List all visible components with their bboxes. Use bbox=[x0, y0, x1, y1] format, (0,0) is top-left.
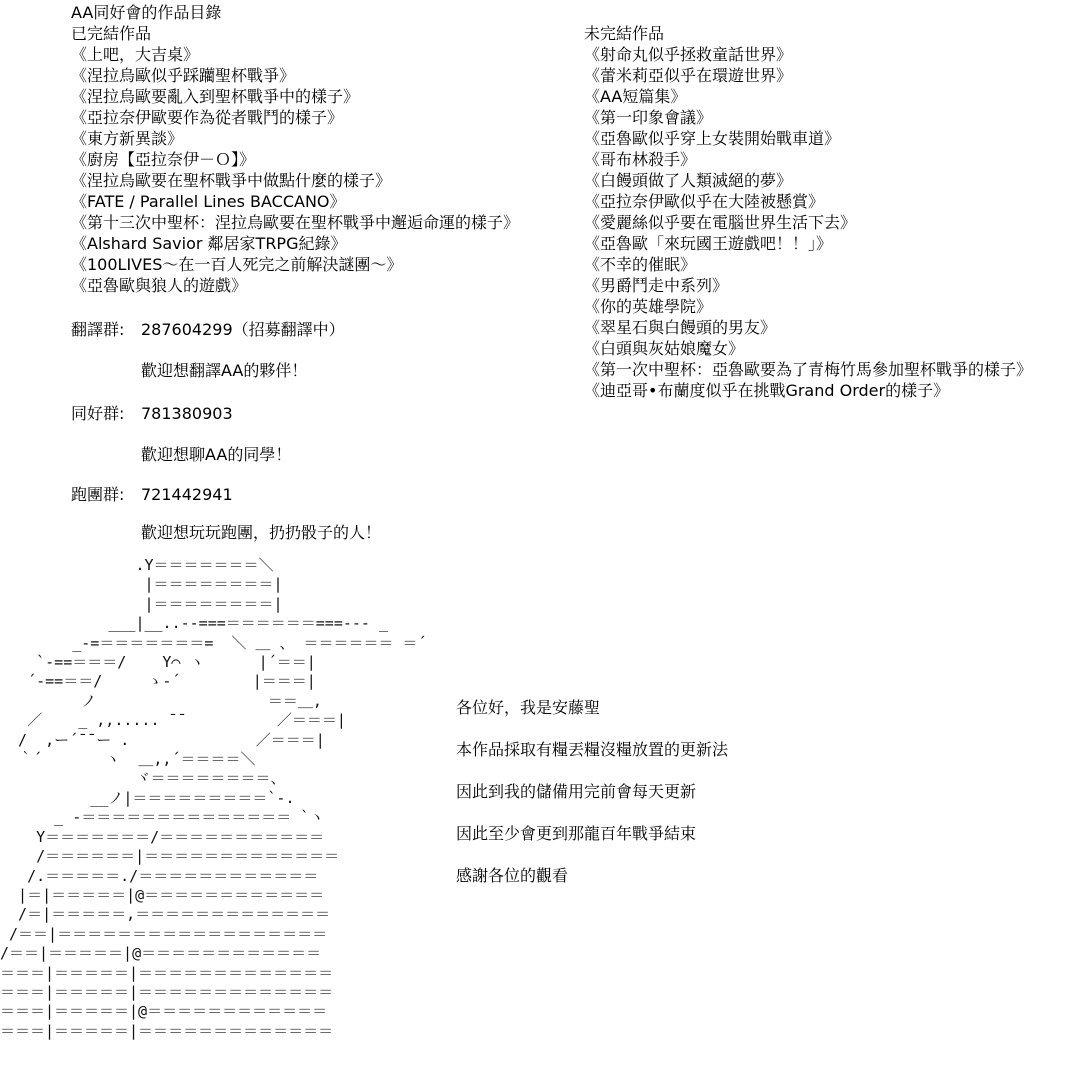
completed-work-item: 《涅拉烏歐似乎踩躪聖杯戰爭》 bbox=[71, 66, 296, 85]
translate-group-invite: 歡迎想翻譯AA的夥伴！ bbox=[141, 361, 308, 380]
trpg-group-label: 跑團群: bbox=[71, 485, 125, 504]
author-message bbox=[456, 687, 728, 897]
ongoing-work-item: 《第一印象會議》 bbox=[584, 108, 713, 127]
ascii-art-figure: .Y＝＝＝＝＝＝＝＼ |＝＝＝＝＝＝＝＝| |＝＝＝＝＝＝＝＝| ___|__..--===＝＝＝＝＝＝===--- _ _-=＝＝＝＝＝＝＝= ＼ ＿ 、 ＝＝＝＝＝＝ ＝´ `-==＝＝＝/ Y⌒ ヽ |´＝＝| ´-==＝＝/ ゝ-´ |＝＝＝| ノ ＝＝＿, ／ _ ,,..... ¯¯ ／＝＝＝| / ,ー´¯¯ー . ／＝＝＝| ｀´ ヽ ＿,,´＝＝＝＝＼ ヾ＝＝＝＝＝＝＝＝、 __ノ|＝＝＝＝＝＝＝＝＝`-. _ -＝＝＝＝＝＝＝＝＝＝＝＝＝＝ `ヽ Y＝＝＝＝＝＝＝/＝＝＝＝＝＝＝＝＝＝＝ /＝＝＝＝＝＝|＝＝＝＝＝＝＝＝＝＝＝＝＝ /.＝＝＝＝＝./＝＝＝＝＝＝＝＝＝＝＝＝ |＝|＝＝＝＝＝|@＝＝＝＝＝＝＝＝＝＝＝＝ /＝|＝＝＝＝＝,＝＝＝＝＝＝＝＝＝＝＝＝＝ /＝＝|＝＝＝＝＝＝＝＝＝＝＝＝＝＝＝＝＝＝ /＝＝|＝＝＝＝＝|@＝＝＝＝＝＝＝＝＝＝＝＝ ＝＝＝|＝＝＝＝＝|＝＝＝＝＝＝＝＝＝＝＝＝＝ ＝＝＝|＝＝＝＝＝|＝＝＝＝＝＝＝＝＝＝＝＝＝ ＝＝＝|＝＝＝＝＝|@＝＝＝＝＝＝＝＝＝＝＝＝ ＝＝＝|＝＝＝＝＝|＝＝＝＝＝＝＝＝＝＝＝＝＝ bbox=[0, 556, 427, 1040]
completed-work-item: 《100LIVES～在一百人死完之前解決謎團～》 bbox=[71, 255, 403, 274]
ongoing-work-item: 《翠星石與白饅頭的男友》 bbox=[584, 318, 777, 337]
ongoing-work-item: 《不幸的催眠》 bbox=[584, 255, 697, 274]
trpg-group-number: 721442941 bbox=[141, 485, 233, 504]
message-line: 各位好，我是安藤聖 bbox=[456, 698, 601, 717]
message-line: 因此到我的儲備用完前會每天更新 bbox=[456, 782, 697, 801]
ongoing-work-item: 《白頭與灰姑娘魔女》 bbox=[584, 339, 745, 358]
message-line: 本作品採取有糧丟糧沒糧放置的更新法 bbox=[456, 740, 729, 759]
completed-work-item: 《亞魯歐與狼人的遊戲》 bbox=[71, 276, 248, 295]
ongoing-work-item: 《男爵鬥走中系列》 bbox=[584, 276, 729, 295]
ongoing-work-item: 《亞拉奈伊歐似乎在大陸被懸賞》 bbox=[584, 192, 825, 211]
message-line: 因此至少會更到那龍百年戰爭結束 bbox=[456, 824, 697, 843]
completed-work-item: 《FATE / Parallel Lines BACCANO》 bbox=[71, 192, 346, 211]
completed-work-item: 《涅拉烏歐要亂入到聖杯戰爭中的樣子》 bbox=[71, 87, 360, 106]
ongoing-work-item: 《亞魯歐似乎穿上女裝開始戰車道》 bbox=[584, 129, 841, 148]
trpg-group-invite: 歡迎想玩玩跑團，扔扔骰子的人！ bbox=[141, 523, 382, 542]
ongoing-work-item: 《射命丸似乎拯救童話世界》 bbox=[584, 45, 793, 64]
translate-group bbox=[71, 317, 345, 380]
trpg-group bbox=[71, 482, 382, 542]
completed-work-item: 《東方新異談》 bbox=[71, 129, 184, 148]
completed-work-item: 《第十三次中聖杯：涅拉烏歐要在聖杯戰爭中邂逅命運的樣子》 bbox=[71, 213, 520, 232]
ongoing-work-item: 《第一次中聖杯：亞魯歐要為了青梅竹馬參加聖杯戰爭的樣子》 bbox=[584, 360, 1033, 379]
fan-group bbox=[71, 401, 292, 464]
fan-group-label: 同好群: bbox=[71, 404, 125, 423]
completed-work-item: 《Alshard Savior 鄰居家TRPG紀錄》 bbox=[71, 234, 347, 253]
ongoing-work-item: 《愛麗絲似乎要在電腦世界生活下去》 bbox=[584, 213, 857, 232]
ongoing-work-item: 《你的英雄學院》 bbox=[584, 297, 713, 316]
ongoing-work-item: 《蕾米莉亞似乎在環遊世界》 bbox=[584, 66, 793, 85]
translate-group-number: 287604299（招募翻譯中） bbox=[141, 320, 345, 339]
fan-group-number: 781380903 bbox=[141, 404, 233, 423]
translate-group-label: 翻譯群: bbox=[71, 320, 125, 339]
fan-group-invite: 歡迎想聊AA的同學！ bbox=[141, 445, 292, 464]
ongoing-work-item: 《AA短篇集》 bbox=[584, 87, 687, 106]
ongoing-work-item: 《白饅頭做了人類滅絕的夢》 bbox=[584, 171, 793, 190]
message-line: 感謝各位的觀看 bbox=[456, 866, 569, 885]
completed-heading: 已完結作品 bbox=[71, 24, 152, 43]
completed-work-item: 《上吧，大吉桌》 bbox=[71, 45, 200, 64]
completed-work-item: 《廚房【亞拉奈伊－Ｏ】》 bbox=[71, 150, 256, 169]
ongoing-heading: 未完結作品 bbox=[584, 24, 665, 43]
ongoing-work-item: 《迪亞哥•布蘭度似乎在挑戰Grand Order的樣子》 bbox=[584, 381, 950, 400]
ongoing-works-column bbox=[584, 23, 1032, 401]
completed-works-column bbox=[71, 2, 519, 296]
ongoing-work-item: 《哥布林殺手》 bbox=[584, 150, 697, 169]
ongoing-work-item: 《亞魯歐「來玩國王遊戲吧！！」》 bbox=[584, 234, 833, 253]
completed-work-item: 《涅拉烏歐要在聖杯戰爭中做點什麼的樣子》 bbox=[71, 171, 392, 190]
page-title: AA同好會的作品目錄 bbox=[71, 3, 222, 22]
completed-work-item: 《亞拉奈伊歐要作為從者戰鬥的樣子》 bbox=[71, 108, 344, 127]
